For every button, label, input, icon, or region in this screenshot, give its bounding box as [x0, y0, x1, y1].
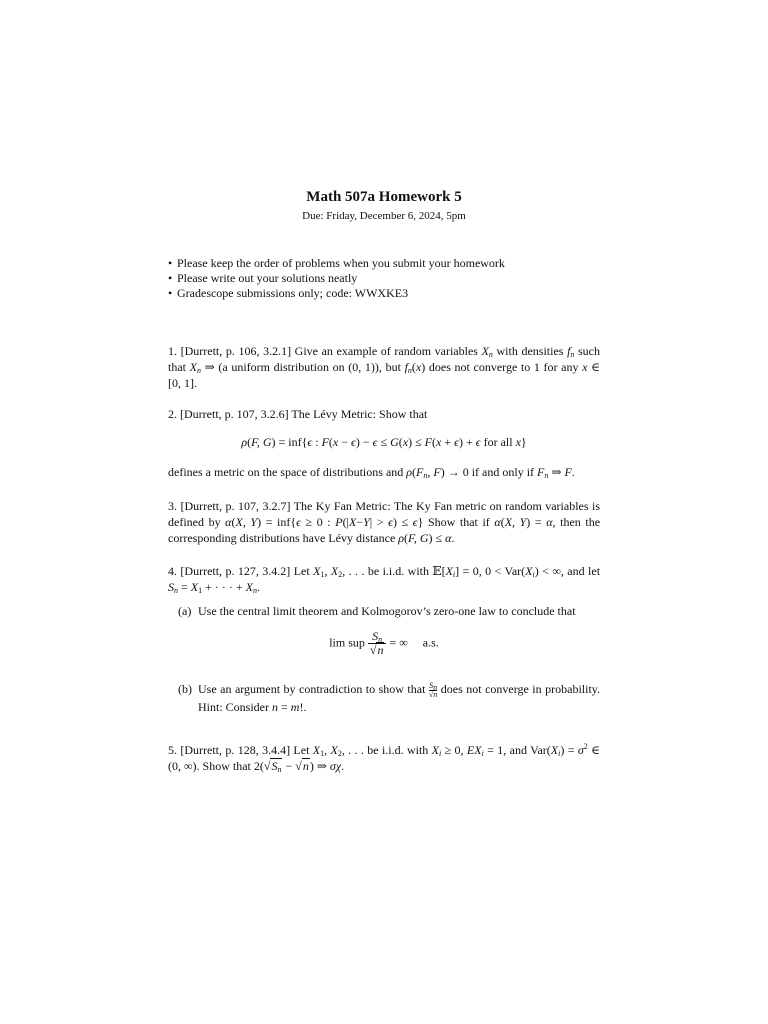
problem-4b-text: does not converge in probability. Hint: Consider: [198, 682, 601, 714]
problem-1-text: ), but: [374, 360, 401, 374]
bullet-icon: •: [168, 256, 173, 270]
fraction: $\frac{S_n}{√n}$: [428, 680, 438, 699]
problem-4-text: be i.i.d. with: [367, 564, 430, 578]
problem-4a-text: Use the central limit theorem and Kolmogorov’s zero-one law to conclude that: [198, 604, 576, 618]
problem-5-lead: 5. [Durrett, p. 128, 3.4.4] Let: [168, 743, 310, 757]
problem-5: 5. [Durrett, p. 128, 3.4.4] Let $X_1$, $X_2$, . . . be i.i.d. with $X_i \ge 0$, $EX_i = 1$, and $Var(X_i) = \sigma^2$ ∈ (0, ∞). Show that $2(√S_n - √n)$ ⇒ σχ.: [168, 742, 601, 774]
levy-metric-formula: ρ(F, G) = inf{ϵ : F(x − ϵ) − ϵ ≤ G(x) ≤ F(x + ϵ) + ϵ for all x}: [241, 435, 527, 449]
part-label: (a): [178, 604, 192, 618]
problem-4a: [178, 603, 600, 619]
problem-4-text: and let: [567, 564, 601, 578]
list-item: [168, 286, 600, 301]
problem-1-text: (a uniform distribution on: [218, 360, 345, 374]
bullet-icon: •: [168, 271, 173, 285]
problem-4b-text: Use an argument by contradiction to show that: [198, 682, 426, 696]
problem-1-text: with densities: [496, 344, 564, 358]
problem-4-lead: 4. [Durrett, p. 127, 3.4.2] Let: [168, 564, 310, 578]
problem-5-text: Show that: [202, 759, 251, 773]
due-date: Due: Friday, December 6, 2024, 5pm: [302, 210, 466, 222]
problem-1: 1. [Durrett, p. 106, 3.2.1] Give an example of random variables $X_n$ with densities $f_n$ such that $X_n$ ⇒ (a uniform distribution on (0, 1)), but $f_n(x)$ does not converge to 1 for any x ∈ [0, 1].: [168, 344, 601, 390]
page-title: Math 507a Homework 5: [306, 189, 462, 205]
problem-4: 4. [Durrett, p. 127, 3.4.2] Let $X_1$, $X_2$, . . . be i.i.d. with $𝔼[X_i] = 0$, $0 < Var(X_i)$ < ∞, and let $S_n = X_1$ + · · · + $X_n$.: [168, 564, 601, 595]
problem-2: [168, 406, 600, 422]
problem-1-text: does not converge to 1 for any: [428, 360, 579, 374]
problem-3-text: then the corresponding distributions have Lévy distance: [168, 515, 601, 545]
problem-3-lead: 3. [Durrett, p. 107, 3.2.7] The Ky Fan Metric: The Ky Fan metric on random variables is defined by: [168, 499, 600, 529]
list-item: [168, 271, 600, 286]
problem-4b: (b) Use an argument by contradiction to show that $\frac{S_n}{√n}$ does not converge in probability. Hint: Consider n = m!.: [178, 680, 601, 714]
instruction-text: Please keep the order of problems when you submit your homework: [177, 256, 505, 270]
instruction-text: Gradescope submissions only; code: WWXKE3: [177, 286, 409, 300]
problem-3-text: Show that if: [427, 515, 490, 529]
almost-surely-text: a.s.: [422, 635, 439, 650]
problem-5-text: be i.i.d. with: [367, 743, 429, 757]
limsup-formula: lim sup $\frac{S_n}{√n}$ = ∞ a.s.: [329, 629, 439, 657]
list-item: [168, 256, 600, 271]
part-label: (b): [178, 682, 192, 696]
bullet-icon: •: [168, 286, 173, 300]
problem-2-text: defines a metric on the space of distributions and: [168, 465, 404, 479]
problem-2-text: if and only if: [471, 465, 535, 479]
instruction-text: Please write out your solutions neatly: [177, 271, 358, 285]
fraction: $\frac{S_n}{√n}$: [368, 630, 387, 657]
problem-2-continued: defines a metric on the space of distributions and $\rho(F_n$, F) → 0 if and only if $F_n$ ⇒ F.: [168, 465, 575, 480]
problem-3: 3. [Durrett, p. 107, 3.2.7] The Ky Fan Metric: The Ky Fan metric on random variables is defined by α(X, Y) = inf{ϵ ≥ 0 : P(|X−Y| > ϵ) ≤ ϵ} Show that if α(X, Y) = α, then the corresponding distributions have Lévy distance ρ(F, G) ≤ α.: [168, 499, 601, 545]
problem-5-text: and: [509, 743, 527, 757]
for-all-text: for all: [483, 435, 513, 449]
problem-2-lead: 2. [Durrett, p. 107, 3.2.6] The Lévy Metric: Show that: [168, 407, 428, 421]
instructions-list: [168, 256, 600, 301]
problem-1-lead: 1. [Durrett, p. 106, 3.2.1] Give an example of random variables: [168, 344, 478, 358]
problem-1-text: such that: [168, 344, 601, 374]
